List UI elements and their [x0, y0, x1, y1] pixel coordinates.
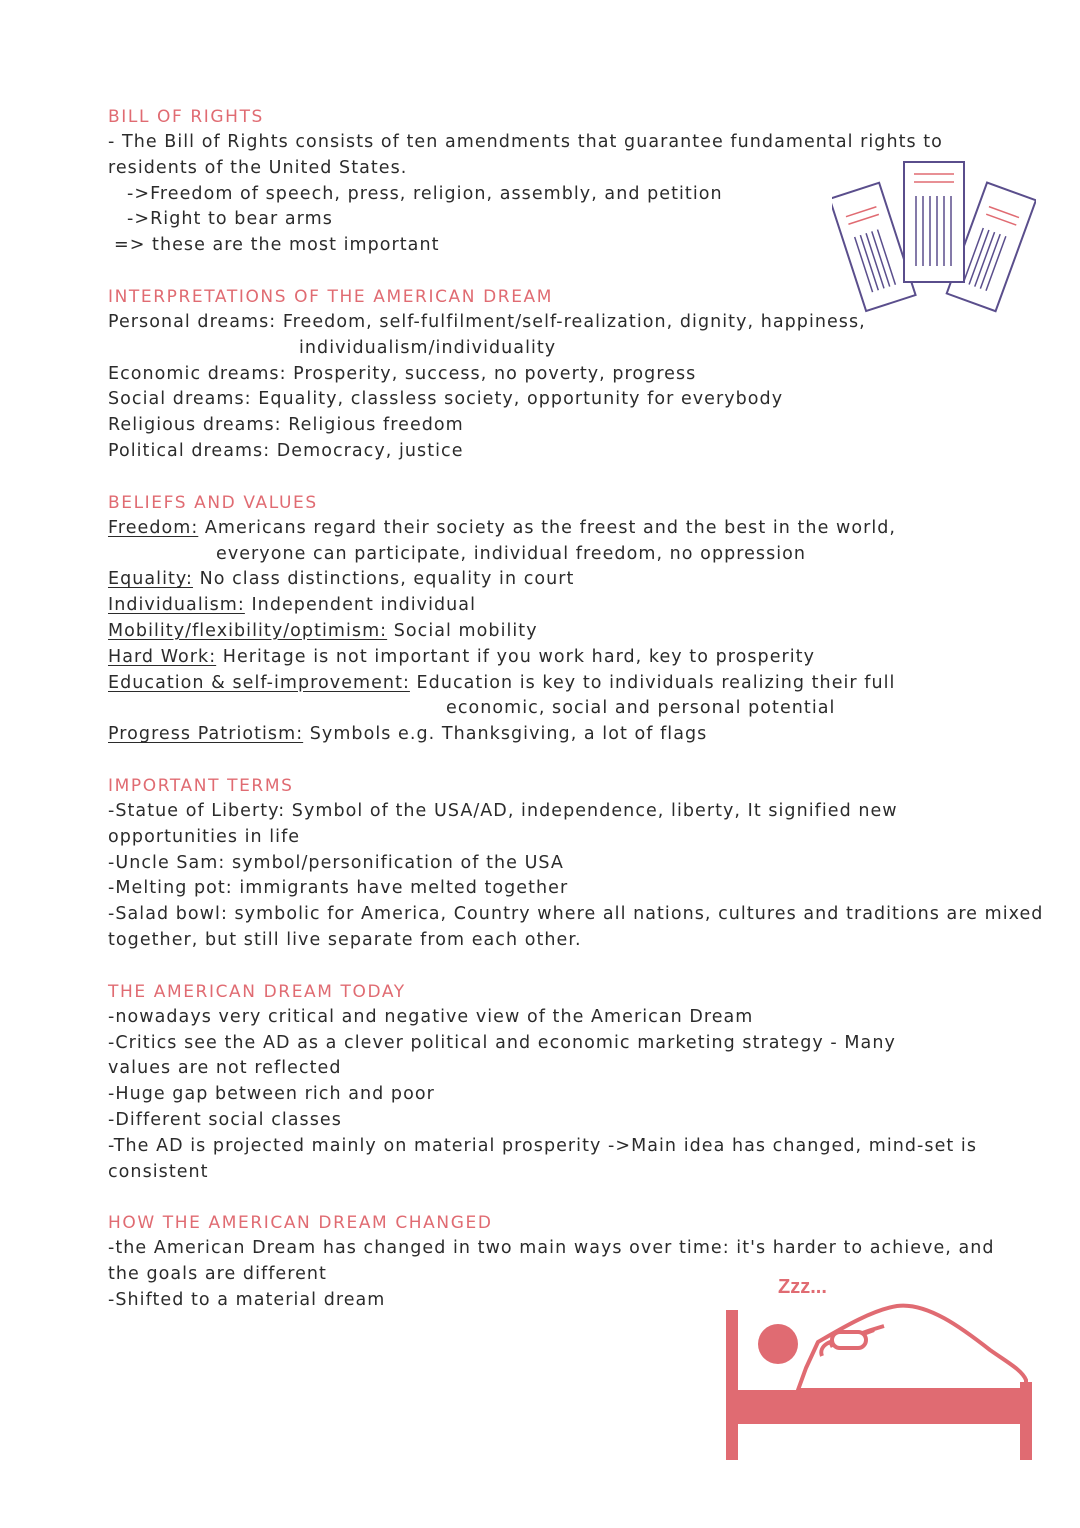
belief-row — [108, 671, 1058, 697]
term-label: Progress Patriotism: — [108, 724, 304, 745]
belief-row — [108, 567, 1058, 593]
term-text: Americans regard their society as the freest and the best in the world, — [198, 517, 897, 538]
text-line: individualism/individuality — [299, 337, 557, 358]
term-text: Symbols e.g. Thanksgiving, a lot of flags — [303, 724, 708, 745]
section-heading: THE AMERICAN DREAM TODAY — [108, 981, 406, 1002]
text-line: -The AD is projected mainly on material prosperity ->Main idea has changed, mind-set is consistent — [108, 1135, 978, 1182]
text-line: -Salad bowl: symbolic for America, Country where all nations, cultures and traditions are mixed together, but still live separate from each other. — [108, 904, 1044, 950]
section-heading: IMPORTANT TERMS — [108, 775, 294, 796]
text-line: - The Bill of Rights consists of ten amendments that guarantee fundamental rights to residents of the United States. — [108, 132, 943, 178]
text-line: Religious dreams: Religious freedom — [108, 415, 464, 436]
section-dream-today — [108, 979, 1058, 1186]
term-label: Individualism: — [108, 595, 245, 616]
zzz-label: Zzz... — [778, 1276, 827, 1298]
text-line: -Critics see the AD as a clever political and economic marketing strategy - Many values are not reflected — [108, 1032, 896, 1079]
text-line: -the American Dream has changed in two main ways over time: it's harder to achieve, and the goals are different — [108, 1238, 995, 1285]
sleeping-person-icon — [722, 1270, 1040, 1465]
text-line: Economic dreams: Prosperity, success, no poverty, progress — [108, 363, 697, 384]
term-label: Education & self-improvement: — [108, 672, 410, 693]
text-line: Personal dreams: Freedom, self-fulfilment/self-realization, dignity, happiness, — [108, 311, 866, 332]
term-text: No class distinctions, equality in court — [193, 569, 575, 590]
section-heading: BILL OF RIGHTS — [108, 107, 264, 127]
term-text: Social mobility — [387, 620, 538, 641]
text-line: Political dreams: Democracy, justice — [108, 440, 464, 461]
text-line: -Huge gap between rich and poor — [108, 1084, 435, 1105]
text-line: Social dreams: Equality, classless society, opportunity for everybody — [108, 389, 784, 410]
belief-row — [108, 593, 1058, 619]
text-line: -Different social classes — [108, 1109, 342, 1130]
term-label: Freedom: — [108, 517, 199, 538]
text-line: economic, social and personal potential — [446, 698, 836, 719]
documents-icon — [832, 160, 1036, 316]
text-line: -Melting pot: immigrants have melted together — [108, 878, 569, 899]
text-line: -Uncle Sam: symbol/personification of the USA — [108, 852, 564, 873]
belief-row — [108, 516, 1058, 542]
section-beliefs — [108, 490, 1058, 748]
list-item: ->Right to bear arms — [127, 209, 333, 230]
term-label: Equality: — [108, 569, 193, 590]
list-item: ->Freedom of speech, press, religion, assembly, and petition — [127, 183, 723, 204]
belief-row — [108, 645, 1058, 671]
text-line: everyone can participate, individual freedom, no oppression — [216, 543, 807, 564]
section-important-terms — [108, 773, 1058, 954]
text-line: -Statue of Liberty: Symbol of the USA/AD, independence, liberty, It signified new opportunities in life — [108, 800, 898, 847]
term-label: Mobility/flexibility/optimism: — [108, 620, 388, 641]
term-label: Hard Work: — [108, 646, 217, 667]
section-heading: INTERPRETATIONS OF THE AMERICAN DREAM — [108, 286, 554, 307]
term-text: Independent individual — [244, 595, 476, 616]
text-line: => these are the most important — [114, 235, 440, 256]
section-heading: BELIEFS AND VALUES — [108, 492, 318, 513]
term-text: Heritage is not important if you work hard, key to prosperity — [216, 646, 815, 667]
belief-row — [108, 619, 1058, 645]
belief-row — [108, 722, 1058, 748]
term-text: Education is key to individuals realizing their full — [409, 672, 896, 693]
text-line: -Shifted to a material dream — [108, 1289, 386, 1310]
section-heading: HOW THE AMERICAN DREAM CHANGED — [108, 1213, 493, 1234]
text-line: -nowadays very critical and negative view of the American Dream — [108, 1006, 754, 1027]
